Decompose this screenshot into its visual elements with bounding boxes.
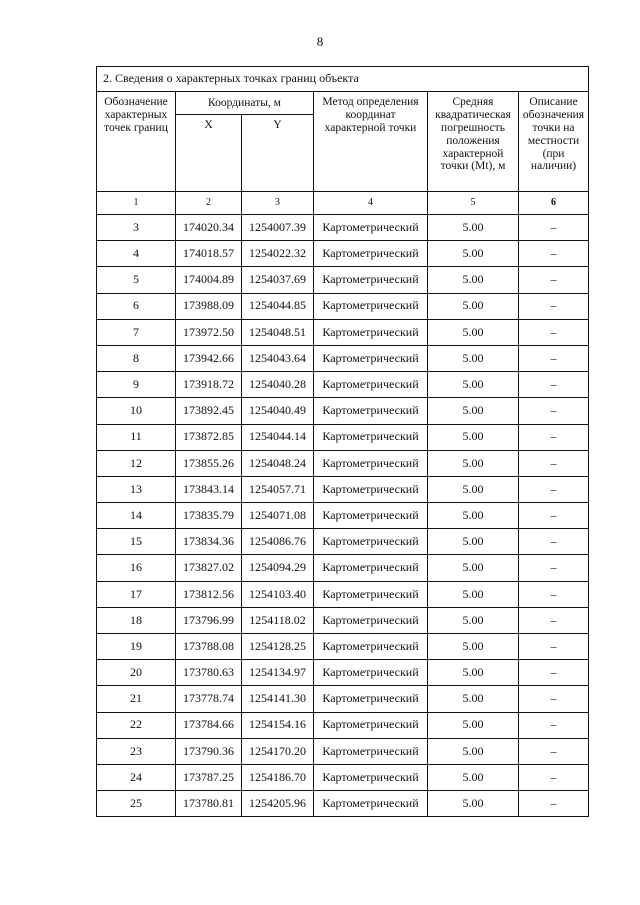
method-cell: Картометрический [314,293,428,319]
description-cell: – [519,581,589,607]
table-row [97,738,589,764]
table-row [97,634,589,660]
method-cell: Картометрический [314,241,428,267]
method-cell: Картометрический [314,791,428,817]
error-cell: 5.00 [428,660,519,686]
x-coordinate-cell: 173835.79 [176,503,242,529]
error-cell: 5.00 [428,293,519,319]
description-cell: – [519,450,589,476]
error-cell: 5.00 [428,319,519,345]
x-coordinate-cell: 173787.25 [176,764,242,790]
x-coordinate-cell: 173872.85 [176,424,242,450]
header-error: Средняя квадратическая погрешность положения характерной точки (Mt), м [428,92,519,192]
point-number-cell: 18 [97,607,176,633]
method-cell: Картометрический [314,764,428,790]
table-row [97,398,589,424]
x-coordinate-cell: 173790.36 [176,738,242,764]
table-body [97,215,589,817]
y-coordinate-cell: 1254154.16 [242,712,314,738]
method-cell: Картометрический [314,660,428,686]
method-cell: Картометрический [314,607,428,633]
method-cell: Картометрический [314,503,428,529]
description-cell: – [519,267,589,293]
method-cell: Картометрический [314,215,428,241]
page-number: 8 [316,34,324,49]
description-cell: – [519,660,589,686]
description-cell: – [519,555,589,581]
header-coordinates: Координаты, м [176,92,314,115]
table-row [97,424,589,450]
error-cell: 5.00 [428,398,519,424]
x-coordinate-cell: 173855.26 [176,450,242,476]
description-cell: – [519,712,589,738]
boundary-points-table [96,66,589,817]
point-number-cell: 25 [97,791,176,817]
y-coordinate-cell: 1254057.71 [242,476,314,502]
table-row [97,293,589,319]
y-coordinate-cell: 1254086.76 [242,529,314,555]
point-number-cell: 6 [97,293,176,319]
x-coordinate-cell: 173778.74 [176,686,242,712]
y-coordinate-cell: 1254071.08 [242,503,314,529]
y-coordinate-cell: 1254048.24 [242,450,314,476]
method-cell: Картометрический [314,712,428,738]
point-number-cell: 10 [97,398,176,424]
table-row [97,450,589,476]
y-coordinate-cell: 1254043.64 [242,345,314,371]
point-number-cell: 13 [97,476,176,502]
x-coordinate-cell: 173942.66 [176,345,242,371]
point-number-cell: 20 [97,660,176,686]
point-number-cell: 14 [97,503,176,529]
table-row [97,686,589,712]
x-coordinate-cell: 173834.36 [176,529,242,555]
x-coordinate-cell: 173784.66 [176,712,242,738]
point-number-cell: 9 [97,372,176,398]
error-cell: 5.00 [428,476,519,502]
table-row [97,529,589,555]
x-coordinate-cell: 174020.34 [176,215,242,241]
description-cell: – [519,607,589,633]
table-row [97,372,589,398]
column-number: 5 [428,192,519,215]
y-coordinate-cell: 1254094.29 [242,555,314,581]
error-cell: 5.00 [428,215,519,241]
description-cell: – [519,529,589,555]
method-cell: Картометрический [314,555,428,581]
description-cell: – [519,293,589,319]
table-row [97,215,589,241]
description-cell: – [519,791,589,817]
description-cell: – [519,476,589,502]
method-cell: Картометрический [314,267,428,293]
method-cell: Картометрический [314,450,428,476]
y-coordinate-cell: 1254134.97 [242,660,314,686]
error-cell: 5.00 [428,607,519,633]
point-number-cell: 21 [97,686,176,712]
y-coordinate-cell: 1254044.85 [242,293,314,319]
table-row [97,581,589,607]
y-coordinate-cell: 1254170.20 [242,738,314,764]
header-description: Описание обозначения точки на местности (при наличии) [519,92,589,192]
y-coordinate-cell: 1254205.96 [242,791,314,817]
table-row [97,476,589,502]
y-coordinate-cell: 1254037.69 [242,267,314,293]
y-coordinate-cell: 1254103.40 [242,581,314,607]
point-number-cell: 12 [97,450,176,476]
header-point-designation: Обозначение характерных точек границ [97,92,176,192]
y-coordinate-cell: 1254118.02 [242,607,314,633]
method-cell: Картометрический [314,319,428,345]
column-number: 3 [242,192,314,215]
x-coordinate-cell: 173780.81 [176,791,242,817]
description-cell: – [519,215,589,241]
error-cell: 5.00 [428,345,519,371]
description-cell: – [519,398,589,424]
column-number: 6 [519,192,589,215]
x-coordinate-cell: 173796.99 [176,607,242,633]
description-cell: – [519,372,589,398]
column-numbers-row [97,192,589,215]
table-row [97,791,589,817]
point-number-cell: 4 [97,241,176,267]
error-cell: 5.00 [428,267,519,293]
error-cell: 5.00 [428,634,519,660]
table-row [97,267,589,293]
x-coordinate-cell: 173827.02 [176,555,242,581]
y-coordinate-cell: 1254044.14 [242,424,314,450]
method-cell: Картометрический [314,345,428,371]
x-coordinate-cell: 174018.57 [176,241,242,267]
error-cell: 5.00 [428,529,519,555]
point-number-cell: 7 [97,319,176,345]
point-number-cell: 8 [97,345,176,371]
error-cell: 5.00 [428,738,519,764]
point-number-cell: 22 [97,712,176,738]
description-cell: – [519,738,589,764]
error-cell: 5.00 [428,712,519,738]
point-number-cell: 5 [97,267,176,293]
table-row [97,660,589,686]
x-coordinate-cell: 173780.63 [176,660,242,686]
header-y: Y [242,115,314,192]
table-row [97,555,589,581]
point-number-cell: 17 [97,581,176,607]
y-coordinate-cell: 1254141.30 [242,686,314,712]
point-number-cell: 11 [97,424,176,450]
x-coordinate-cell: 173988.09 [176,293,242,319]
point-number-cell: 3 [97,215,176,241]
method-cell: Картометрический [314,398,428,424]
x-coordinate-cell: 173843.14 [176,476,242,502]
table-row [97,764,589,790]
y-coordinate-cell: 1254186.70 [242,764,314,790]
table-row [97,607,589,633]
x-coordinate-cell: 173892.45 [176,398,242,424]
header-x: X [176,115,242,192]
point-number-cell: 23 [97,738,176,764]
error-cell: 5.00 [428,450,519,476]
table-row [97,319,589,345]
description-cell: – [519,503,589,529]
column-number: 4 [314,192,428,215]
point-number-cell: 24 [97,764,176,790]
error-cell: 5.00 [428,791,519,817]
description-cell: – [519,686,589,712]
header-method: Метод определения координат характерной точки [314,92,428,192]
method-cell: Картометрический [314,581,428,607]
point-number-cell: 19 [97,634,176,660]
x-coordinate-cell: 173812.56 [176,581,242,607]
point-number-cell: 15 [97,529,176,555]
description-cell: – [519,319,589,345]
method-cell: Картометрический [314,476,428,502]
method-cell: Картометрический [314,686,428,712]
y-coordinate-cell: 1254040.49 [242,398,314,424]
y-coordinate-cell: 1254128.25 [242,634,314,660]
method-cell: Картометрический [314,738,428,764]
description-cell: – [519,634,589,660]
y-coordinate-cell: 1254022.32 [242,241,314,267]
column-number: 2 [176,192,242,215]
method-cell: Картометрический [314,634,428,660]
description-cell: – [519,764,589,790]
error-cell: 5.00 [428,503,519,529]
description-cell: – [519,424,589,450]
x-coordinate-cell: 173788.08 [176,634,242,660]
x-coordinate-cell: 174004.89 [176,267,242,293]
y-coordinate-cell: 1254040.28 [242,372,314,398]
error-cell: 5.00 [428,241,519,267]
method-cell: Картометрический [314,372,428,398]
description-cell: – [519,241,589,267]
error-cell: 5.00 [428,555,519,581]
table-row [97,241,589,267]
method-cell: Картометрический [314,424,428,450]
error-cell: 5.00 [428,372,519,398]
error-cell: 5.00 [428,424,519,450]
method-cell: Картометрический [314,529,428,555]
description-cell: – [519,345,589,371]
table-row [97,503,589,529]
table-row [97,345,589,371]
x-coordinate-cell: 173918.72 [176,372,242,398]
y-coordinate-cell: 1254048.51 [242,319,314,345]
error-cell: 5.00 [428,686,519,712]
error-cell: 5.00 [428,581,519,607]
table-row [97,712,589,738]
y-coordinate-cell: 1254007.39 [242,215,314,241]
column-number: 1 [97,192,176,215]
x-coordinate-cell: 173972.50 [176,319,242,345]
section-title: 2. Сведения о характерных точках границ объекта [97,67,589,92]
point-number-cell: 16 [97,555,176,581]
error-cell: 5.00 [428,764,519,790]
